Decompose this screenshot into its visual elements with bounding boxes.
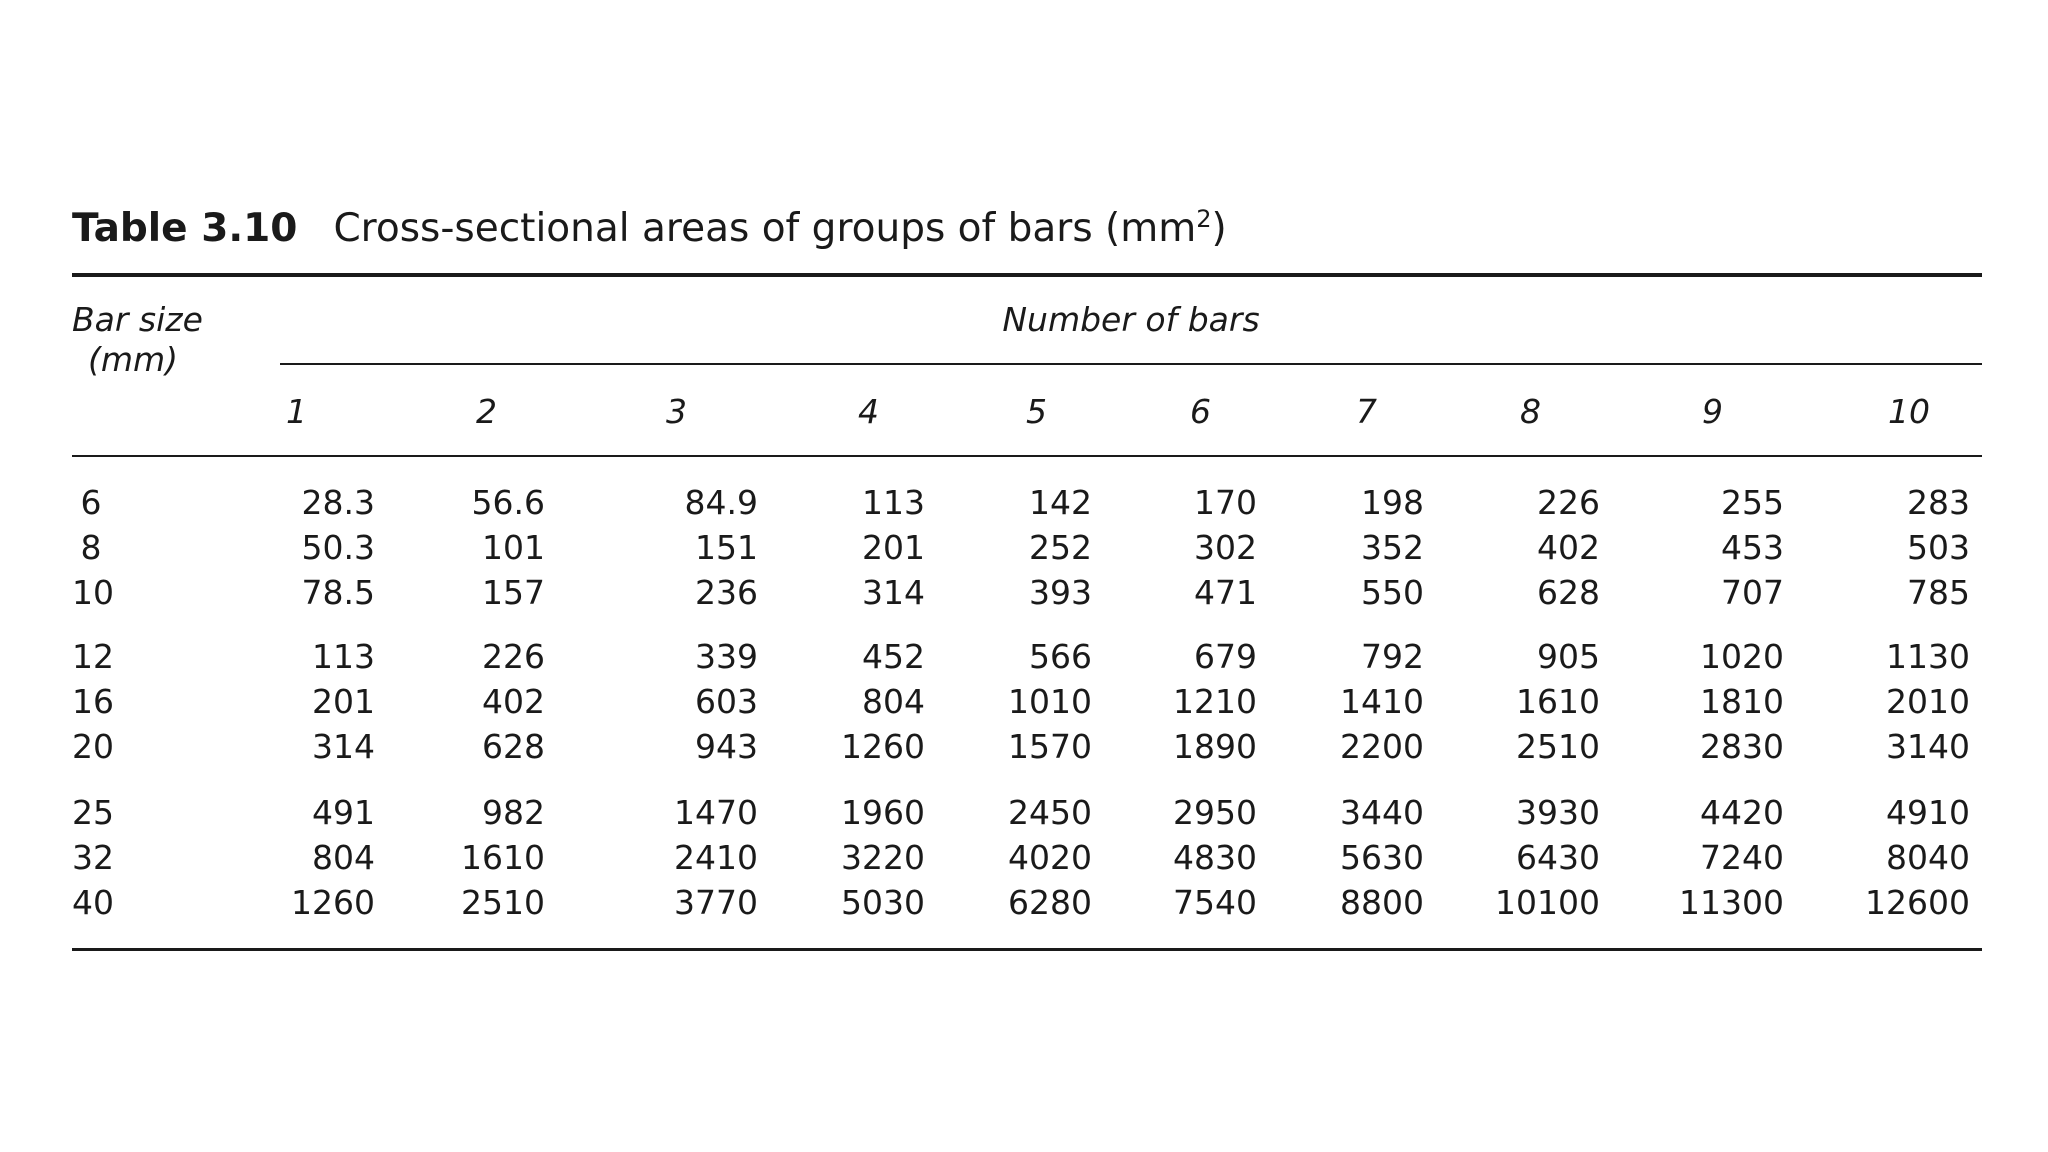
bar-size-cell: 16: [72, 682, 114, 721]
area-cell: 255: [1721, 483, 1784, 522]
column-header-6: 6: [1190, 392, 1211, 431]
area-cell: 3930: [1516, 793, 1600, 832]
bar-size-cell: 12: [72, 637, 114, 676]
area-cell: 452: [862, 637, 925, 676]
table-title-close: ): [1211, 206, 1227, 251]
column-header-3: 3: [666, 392, 687, 431]
area-cell: 491: [312, 793, 375, 832]
area-cell: 113: [312, 637, 375, 676]
area-cell: 566: [1029, 637, 1092, 676]
area-cell: 113: [862, 483, 925, 522]
bar-size-cell: 10: [72, 573, 114, 612]
column-header-9: 9: [1702, 392, 1723, 431]
area-cell: 226: [1537, 483, 1600, 522]
area-cell: 2010: [1886, 682, 1970, 721]
area-cell: 1810: [1700, 682, 1784, 721]
area-cell: 236: [695, 573, 758, 612]
area-cell: 1610: [461, 838, 545, 877]
group-header-rule: [280, 363, 1982, 365]
area-cell: 28.3: [301, 483, 375, 522]
bar-size-cell: 32: [72, 838, 114, 877]
bar-size-cell: 8: [80, 528, 102, 567]
area-cell: 402: [482, 682, 545, 721]
area-cell: 283: [1907, 483, 1970, 522]
area-cell: 1010: [1008, 682, 1092, 721]
area-cell: 252: [1029, 528, 1092, 567]
area-cell: 201: [312, 682, 375, 721]
area-cell: 6430: [1516, 838, 1600, 877]
area-cell: 157: [482, 573, 545, 612]
area-cell: 4020: [1008, 838, 1092, 877]
table-title-superscript: 2: [1196, 205, 1212, 233]
column-header-10: 10: [1888, 392, 1930, 431]
area-cell: 7240: [1700, 838, 1784, 877]
column-header-5: 5: [1026, 392, 1047, 431]
area-cell: 1610: [1516, 682, 1600, 721]
area-cell: 2830: [1700, 727, 1784, 766]
area-cell: 3140: [1886, 727, 1970, 766]
area-cell: 943: [695, 727, 758, 766]
bar-size-cell: 6: [80, 483, 102, 522]
area-cell: 707: [1721, 573, 1784, 612]
column-header-8: 8: [1520, 392, 1541, 431]
area-cell: 2410: [674, 838, 758, 877]
area-cell: 804: [312, 838, 375, 877]
column-header-7: 7: [1356, 392, 1377, 431]
area-cell: 101: [482, 528, 545, 567]
area-cell: 201: [862, 528, 925, 567]
area-cell: 8040: [1886, 838, 1970, 877]
area-cell: 982: [482, 793, 545, 832]
area-cell: 1960: [841, 793, 925, 832]
area-cell: 550: [1361, 573, 1424, 612]
area-cell: 302: [1194, 528, 1257, 567]
area-cell: 12600: [1865, 883, 1970, 922]
area-cell: 1410: [1340, 682, 1424, 721]
bar-size-cell: 25: [72, 793, 114, 832]
area-cell: 11300: [1679, 883, 1784, 922]
area-cell: 804: [862, 682, 925, 721]
area-cell: 352: [1361, 528, 1424, 567]
area-cell: 5030: [841, 883, 925, 922]
area-cell: 2510: [1516, 727, 1600, 766]
area-cell: 1570: [1008, 727, 1092, 766]
bottom-rule: [72, 948, 1982, 951]
area-cell: 78.5: [301, 573, 375, 612]
area-cell: 4830: [1173, 838, 1257, 877]
area-cell: 7540: [1173, 883, 1257, 922]
area-cell: 1130: [1886, 637, 1970, 676]
area-cell: 314: [312, 727, 375, 766]
area-cell: 198: [1361, 483, 1424, 522]
column-header-4: 4: [858, 392, 879, 431]
area-cell: 1020: [1700, 637, 1784, 676]
area-cell: 6280: [1008, 883, 1092, 922]
area-cell: 603: [695, 682, 758, 721]
area-cell: 339: [695, 637, 758, 676]
area-cell: 1470: [674, 793, 758, 832]
area-cell: 50.3: [301, 528, 375, 567]
bar-size-cell: 20: [72, 727, 114, 766]
area-cell: 142: [1029, 483, 1092, 522]
area-cell: 792: [1361, 637, 1424, 676]
column-header-1: 1: [286, 392, 307, 431]
area-cell: 2450: [1008, 793, 1092, 832]
area-cell: 471: [1194, 573, 1257, 612]
area-cell: 453: [1721, 528, 1784, 567]
group-header: Number of bars: [1002, 300, 1260, 339]
table-label: Table 3.10: [72, 206, 298, 251]
header-rule: [72, 455, 1982, 457]
area-cell: 2950: [1173, 793, 1257, 832]
area-cell: 170: [1194, 483, 1257, 522]
area-cell: 8800: [1340, 883, 1424, 922]
area-cell: 10100: [1495, 883, 1600, 922]
area-cell: 785: [1907, 573, 1970, 612]
stub-header-line1: Bar size: [72, 300, 203, 339]
stub-header-line2: (mm): [88, 340, 179, 379]
area-cell: 628: [482, 727, 545, 766]
area-cell: 503: [1907, 528, 1970, 567]
area-cell: 84.9: [684, 483, 758, 522]
top-rule: [72, 273, 1982, 277]
stub-header: [72, 300, 203, 380]
area-cell: 4420: [1700, 793, 1784, 832]
area-cell: 151: [695, 528, 758, 567]
column-header-2: 2: [476, 392, 497, 431]
area-cell: 1890: [1173, 727, 1257, 766]
area-cell: 393: [1029, 573, 1092, 612]
area-cell: 402: [1537, 528, 1600, 567]
area-cell: 2510: [461, 883, 545, 922]
area-cell: 3770: [674, 883, 758, 922]
area-cell: 2200: [1340, 727, 1424, 766]
area-cell: 56.6: [471, 483, 545, 522]
area-cell: 1260: [291, 883, 375, 922]
area-cell: 3440: [1340, 793, 1424, 832]
area-cell: 226: [482, 637, 545, 676]
area-cell: 628: [1537, 573, 1600, 612]
area-cell: 4910: [1886, 793, 1970, 832]
area-cell: 905: [1537, 637, 1600, 676]
bar-size-cell: 40: [72, 883, 114, 922]
area-cell: 5630: [1340, 838, 1424, 877]
area-cell: 3220: [841, 838, 925, 877]
table-title: Cross-sectional areas of groups of bars (mm: [333, 206, 1197, 251]
area-cell: 1260: [841, 727, 925, 766]
area-cell: 679: [1194, 637, 1257, 676]
area-cell: 1210: [1173, 682, 1257, 721]
table-caption: [72, 203, 1227, 255]
area-cell: 314: [862, 573, 925, 612]
